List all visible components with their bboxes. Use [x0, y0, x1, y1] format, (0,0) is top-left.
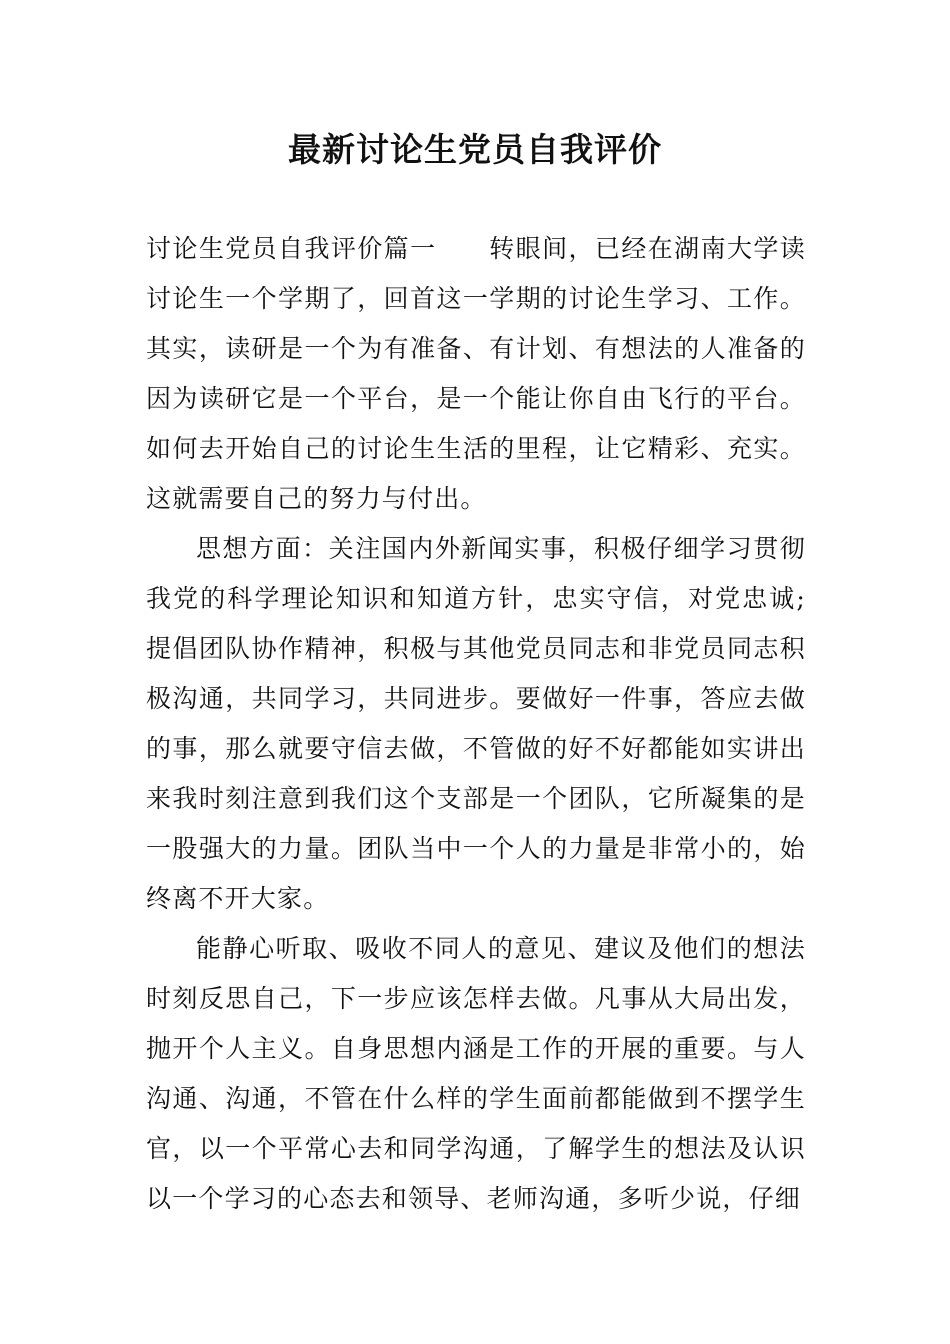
paragraph-1: 讨论生党员自我评价篇一 转眼间，已经在湖南大学读讨论生一个学期了，回首这一学期的讨论生学习、工作。其实，读研是一个为有准备、有计划、有想法的人准备的因为读研它是一个平台，是一个能让你自由飞行的平台。如何去开始自己的讨论生生活的里程，让它精彩、充实。这就需要自己的努力与付出。	[146, 234, 806, 513]
document-title: 最新讨论生党员自我评价	[288, 130, 662, 169]
document-body	[146, 224, 806, 1224]
paragraph-2: 思想方面：关注国内外新闻实事，积极仔细学习贯彻我党的科学理论知识和知道方针，忠实守信，对党忠诚;提倡团队协作精神，积极与其他党员同志和非党员同志积极沟通，共同学习，共同进步。要做好一件事，答应去做的事，那么就要守信去做，不管做的好不好都能如实讲出来我时刻注意到我们这个支部是一个团队，它所凝集的是一股强大的力量。团队当中一个人的力量是非常小的，始终离不开大家。	[146, 534, 806, 913]
paragraph-3: 能静心听取、吸收不同人的意见、建议及他们的想法时刻反思自己，下一步应该怎样去做。凡事从大局出发，抛开个人主义。自身思想内涵是工作的开展的重要。与人沟通、沟通，不管在什么样的学生面前都能做到不摆学生官，以一个平常心去和同学沟通，了解学生的想法及认识以一个学习的心态去和领导、老师沟通，多听少说，仔细	[146, 934, 806, 1213]
